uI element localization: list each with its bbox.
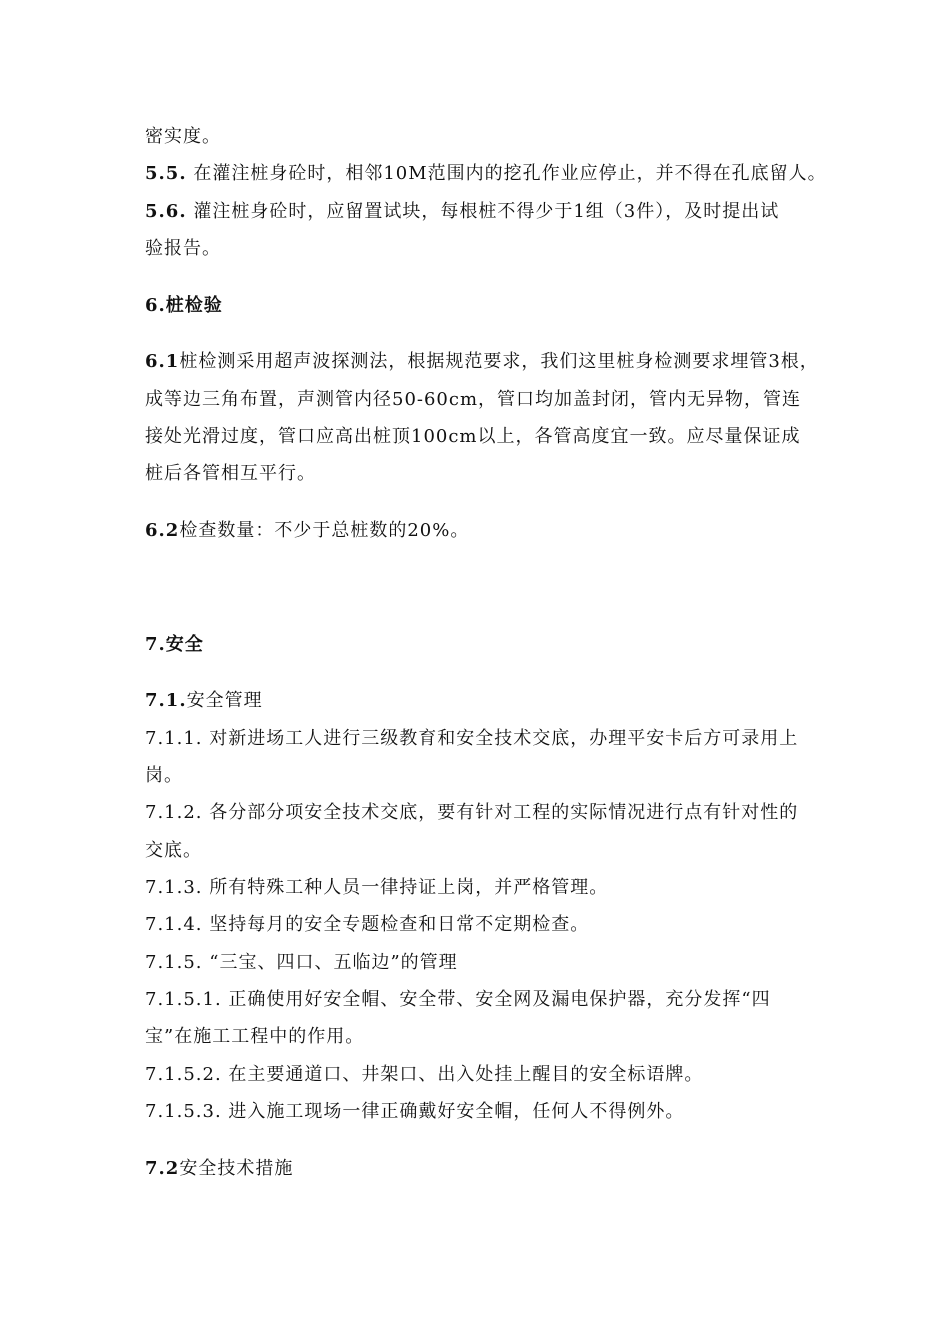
clause-7-1-1: 7.1.1. 对新进场工人进行三级教育和安全技术交底，办理平安卡后方可录用上: [145, 728, 799, 749]
clause-7-1-5-1: 7.1.5.1. 正确使用好安全帽、安全带、安全网及漏电保护器，充分发挥“四: [145, 989, 771, 1010]
clause-number: 7.2: [145, 1158, 180, 1179]
paragraph-line: 密实度。: [145, 126, 221, 147]
clause-number: 7.1.: [145, 690, 187, 711]
clause-7-1-5: 7.1.5. “三宝、四口、五临边”的管理: [145, 952, 458, 973]
paragraph-line: 宝”在施工工程中的作用。: [145, 1026, 365, 1047]
paragraph-line: 桩后各管相互平行。: [145, 463, 316, 484]
clause-7-1-5-3: 7.1.5.3. 进入施工现场一律正确戴好安全帽，任何人不得例外。: [145, 1101, 685, 1122]
section-heading-7: 7.安全: [145, 634, 204, 655]
clause-7-1-2: 7.1.2. 各分部分项安全技术交底，要有针对工程的实际情况进行点有针对性的: [145, 802, 799, 823]
clause-6-1: [145, 350, 819, 374]
clause-text: 灌注桩身砼时，应留置试块，每根桩不得少于1组（3件），及时提出试: [186, 201, 780, 222]
section-heading-6: 6.桩检验: [145, 295, 223, 316]
clause-text: 桩检测采用超声波探测法，根据规范要求，我们这里桩身检测要求埋管3根，: [179, 351, 819, 372]
clause-text: 安全技术措施: [179, 1158, 294, 1179]
clause-7-1-5-2: 7.1.5.2. 在主要通道口、井架口、出入处挂上醒目的安全标语牌。: [145, 1064, 704, 1085]
clause-number: 6.2: [145, 520, 180, 541]
clause-6-2: [145, 519, 469, 543]
clause-7-1-3: 7.1.3. 所有特殊工种人员一律持证上岗，并严格管理。: [145, 877, 609, 898]
clause-7-1: [145, 689, 263, 713]
clause-5-6: [145, 200, 779, 224]
paragraph-line: 验报告。: [145, 238, 221, 259]
clause-text: 检查数量：不少于总桩数的20%。: [179, 520, 470, 541]
clause-text: 安全管理: [186, 690, 263, 711]
clause-7-2: [145, 1157, 293, 1181]
clause-7-1-4: 7.1.4. 坚持每月的安全专题检查和日常不定期检查。: [145, 914, 590, 935]
paragraph-line: 成等边三角布置，声测管内径50-60cm，管口均加盖封闭，管内无异物，管连: [145, 389, 802, 410]
clause-number: 5.5.: [145, 163, 187, 184]
clause-number: 5.6.: [145, 201, 187, 222]
paragraph-line: 交底。: [145, 840, 202, 861]
clause-text: 在灌注桩身砼时，相邻10M范围内的挖孔作业应停止，并不得在孔底留人。: [186, 163, 827, 184]
paragraph-line: 岗。: [145, 765, 183, 786]
paragraph-line: 接处光滑过度，管口应高出桩顶100cm以上，各管高度宜一致。应尽量保证成: [145, 426, 801, 447]
clause-5-5: [145, 162, 827, 186]
clause-number: 6.1: [145, 351, 180, 372]
